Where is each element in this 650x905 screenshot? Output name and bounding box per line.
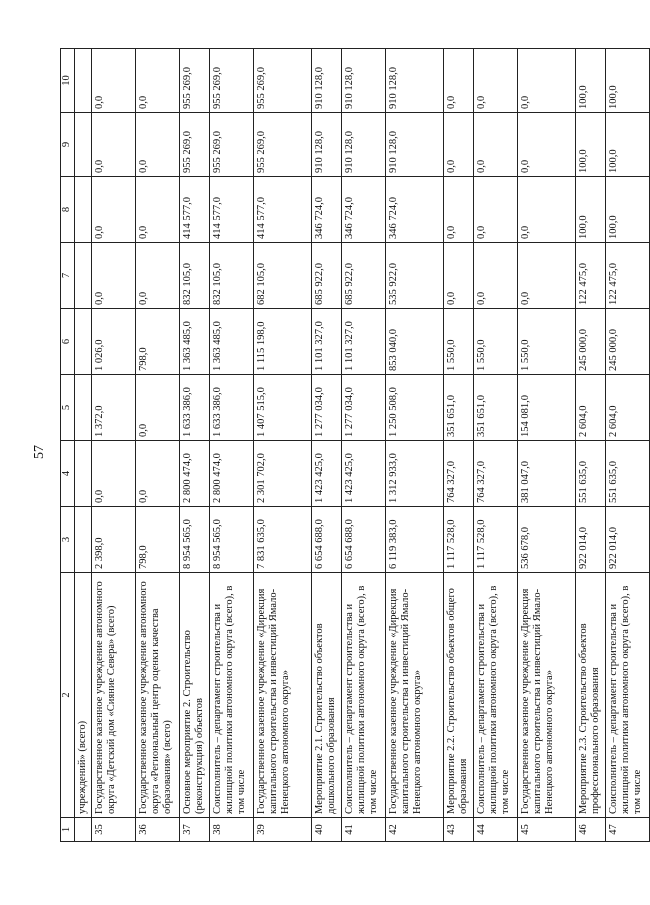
value-cell: 245 000,0 [606,309,650,375]
value-cell: 154 081,0 [518,375,576,441]
row-name: Мероприятие 2.3. Строительство объектов профессионального образования [576,573,606,818]
rotated-page [60,49,644,842]
row-number: 47 [606,818,650,842]
value-cell: 551 635,0 [576,441,606,507]
value-cell: 1 101 327,0 [312,309,342,375]
row-name: Соисполнитель – департамент строительства и жилищной политики автономного округа (всего), в том числе [474,573,518,818]
value-cell: 1 550,0 [518,309,576,375]
table-row [444,49,474,842]
col-header: 3 [61,507,75,573]
value-cell: 798,0 [136,507,180,573]
value-cell: 1 633 386,0 [180,375,210,441]
value-cell: 832 105,0 [210,243,254,309]
value-cell [75,49,92,113]
value-cell: 0,0 [518,243,576,309]
value-cell [75,375,92,441]
value-cell: 0,0 [444,113,474,177]
value-cell: 6 654 688,0 [342,507,386,573]
value-cell: 1 277 034,0 [342,375,386,441]
value-cell: 1 250 508,0 [386,375,444,441]
value-cell: 1 363 485,0 [210,309,254,375]
value-cell: 1 026,0 [92,309,136,375]
value-cell: 0,0 [444,243,474,309]
col-header: 4 [61,441,75,507]
row-name: Государственное казенное учреждение автономного округа «Детский дом «Сияние Севера» (всего) [92,573,136,818]
col-header: 1 [61,818,75,842]
value-cell: 0,0 [136,113,180,177]
value-cell: 536 678,0 [518,507,576,573]
col-header: 10 [61,49,75,113]
value-cell: 122 475,0 [606,243,650,309]
value-cell: 2 398,0 [92,507,136,573]
row-number: 40 [312,818,342,842]
value-cell: 0,0 [92,113,136,177]
value-cell [75,113,92,177]
row-number [75,818,92,842]
value-cell: 685 922,0 [312,243,342,309]
value-cell: 7 831 635,0 [254,507,312,573]
value-cell: 910 128,0 [312,49,342,113]
row-number: 36 [136,818,180,842]
value-cell: 100,0 [576,113,606,177]
col-header: 5 [61,375,75,441]
row-number: 45 [518,818,576,842]
value-cell: 832 105,0 [180,243,210,309]
value-cell: 764 327,0 [474,441,518,507]
value-cell: 0,0 [444,177,474,243]
row-number: 35 [92,818,136,842]
value-cell: 100,0 [606,177,650,243]
value-cell: 2 604,0 [576,375,606,441]
value-cell: 0,0 [518,49,576,113]
table-row [136,49,180,842]
table-row [210,49,254,842]
value-cell: 0,0 [474,113,518,177]
value-cell: 0,0 [92,441,136,507]
value-cell: 955 269,0 [210,113,254,177]
value-cell: 346 724,0 [342,177,386,243]
row-name: Соисполнитель – департамент строительства и жилищной политики автономного округа (всего), в том числе [210,573,254,818]
table-row [606,49,650,842]
value-cell: 0,0 [474,49,518,113]
value-cell: 0,0 [136,243,180,309]
value-cell: 0,0 [518,113,576,177]
value-cell: 0,0 [136,441,180,507]
value-cell: 414 577,0 [254,177,312,243]
value-cell: 2 800 474,0 [210,441,254,507]
row-number: 44 [474,818,518,842]
value-cell: 1 363 485,0 [180,309,210,375]
col-header: 9 [61,113,75,177]
value-cell: 955 269,0 [254,49,312,113]
value-cell: 955 269,0 [180,113,210,177]
value-cell: 0,0 [136,49,180,113]
value-cell: 910 128,0 [386,49,444,113]
col-header: 6 [61,309,75,375]
row-name: Соисполнитель – департамент строительства и жилищной политики автономного округа (всего), в том числе [342,573,386,818]
value-cell: 100,0 [606,49,650,113]
col-header: 7 [61,243,75,309]
table-row [312,49,342,842]
value-cell [75,243,92,309]
value-cell: 1 407 515,0 [254,375,312,441]
table-row [518,49,576,842]
value-cell: 535 922,0 [386,243,444,309]
row-name: Государственное казенное учреждение «Дирекция капитального строительства и инвестиций Ямало-Ненецкого автономного округа» [254,573,312,818]
value-cell: 8 954 565,0 [210,507,254,573]
value-cell: 245 000,0 [576,309,606,375]
value-cell: 1 115 198,0 [254,309,312,375]
value-cell: 100,0 [606,113,650,177]
row-name: Соисполнитель – департамент строительства и жилищной политики автономного округа (всего), в том числе [606,573,650,818]
value-cell: 100,0 [576,49,606,113]
value-cell: 1 312 933,0 [386,441,444,507]
value-cell: 1 423 425,0 [312,441,342,507]
page-number: 57 [32,445,47,459]
value-cell: 0,0 [444,49,474,113]
value-cell: 551 635,0 [606,441,650,507]
row-number: 42 [386,818,444,842]
header-row [61,49,75,842]
budget-table [60,48,650,842]
row-number: 43 [444,818,474,842]
row-number: 37 [180,818,210,842]
value-cell: 1 117 528,0 [444,507,474,573]
value-cell: 685 922,0 [342,243,386,309]
value-cell: 2 301 702,0 [254,441,312,507]
value-cell: 0,0 [92,49,136,113]
row-name: Государственное казенное учреждение «Дирекция капитального строительства и инвестиций Ямало-Ненецкого автономного округа» [518,573,576,818]
value-cell: 414 577,0 [210,177,254,243]
value-cell [75,507,92,573]
value-cell: 1 101 327,0 [342,309,386,375]
table-row [92,49,136,842]
table-row [75,49,92,842]
value-cell: 0,0 [474,243,518,309]
value-cell: 1 633 386,0 [210,375,254,441]
table-row [386,49,444,842]
row-name: Мероприятие 2.1. Строительство объектов дошкольного образования [312,573,342,818]
value-cell: 1 117 528,0 [474,507,518,573]
value-cell: 0,0 [136,375,180,441]
table-row [342,49,386,842]
value-cell: 922 014,0 [606,507,650,573]
value-cell: 910 128,0 [342,49,386,113]
value-cell: 955 269,0 [210,49,254,113]
value-cell: 346 724,0 [386,177,444,243]
value-cell: 414 577,0 [180,177,210,243]
row-name: учреждений» (всего) [75,573,92,818]
value-cell: 0,0 [136,177,180,243]
value-cell: 346 724,0 [312,177,342,243]
value-cell [75,177,92,243]
value-cell: 1 372,0 [92,375,136,441]
table-body [61,49,650,842]
value-cell: 351 651,0 [444,375,474,441]
value-cell: 853 040,0 [386,309,444,375]
value-cell: 122 475,0 [576,243,606,309]
row-number: 39 [254,818,312,842]
row-number: 41 [342,818,386,842]
value-cell: 6 119 383,0 [386,507,444,573]
value-cell: 922 014,0 [576,507,606,573]
col-header: 8 [61,177,75,243]
value-cell: 910 128,0 [386,113,444,177]
value-cell: 1 423 425,0 [342,441,386,507]
value-cell: 910 128,0 [312,113,342,177]
table-row [254,49,312,842]
row-name: Мероприятие 2.2. Строительство объектов общего образования [444,573,474,818]
value-cell: 0,0 [474,177,518,243]
value-cell: 0,0 [92,243,136,309]
value-cell: 6 654 688,0 [312,507,342,573]
row-number: 46 [576,818,606,842]
value-cell: 682 105,0 [254,243,312,309]
value-cell: 8 954 565,0 [180,507,210,573]
value-cell: 381 047,0 [518,441,576,507]
row-number: 38 [210,818,254,842]
table-row [576,49,606,842]
row-name: Основное мероприятие 2. Строительство (реконструкция) объектов [180,573,210,818]
value-cell: 764 327,0 [444,441,474,507]
row-name: Государственное казенное учреждение автономного округа «Региональный центр оценки качества образования» (всего) [136,573,180,818]
value-cell: 0,0 [92,177,136,243]
value-cell: 910 128,0 [342,113,386,177]
value-cell: 100,0 [576,177,606,243]
row-name: Государственное казенное учреждение «Дирекция капитального строительства и инвестиций Ямало-Ненецкого автономного округа» [386,573,444,818]
value-cell: 955 269,0 [254,113,312,177]
value-cell: 1 277 034,0 [312,375,342,441]
value-cell: 2 800 474,0 [180,441,210,507]
value-cell: 2 604,0 [606,375,650,441]
table-row [474,49,518,842]
value-cell [75,309,92,375]
value-cell: 351 651,0 [474,375,518,441]
value-cell [75,441,92,507]
value-cell: 798,0 [136,309,180,375]
value-cell: 955 269,0 [180,49,210,113]
value-cell: 1 550,0 [444,309,474,375]
table-row [180,49,210,842]
value-cell: 0,0 [518,177,576,243]
value-cell: 1 550,0 [474,309,518,375]
col-header: 2 [61,573,75,818]
